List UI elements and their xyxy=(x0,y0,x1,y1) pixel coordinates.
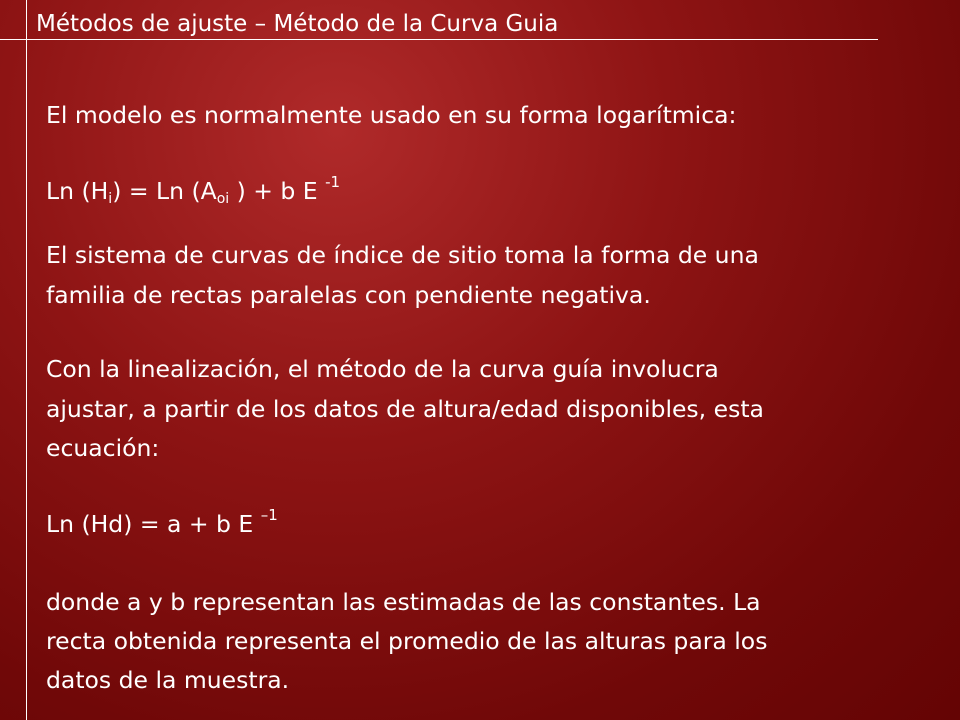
paragraph-linearization-line1: Con la linealización, el método de la curva guía involucra xyxy=(46,355,719,383)
equation-subscript: i xyxy=(108,191,113,207)
intro-text: El modelo es normalmente usado en su forma logarítmica: xyxy=(46,101,737,129)
vertical-rule xyxy=(26,0,27,720)
paragraph-constants-line3: datos de la muestra. xyxy=(46,666,290,694)
equation-superscript: -1 xyxy=(325,173,341,191)
equation-logarithmic xyxy=(46,172,340,210)
paragraph-curves-line1: El sistema de curvas de índice de sitio toma la forma de una xyxy=(46,241,759,269)
paragraph-constants-line2: recta obtenida representa el promedio de las alturas para los xyxy=(46,627,768,655)
equation-part: ) + b E xyxy=(229,177,326,205)
paragraph-linearization-line2: ajustar, a partir de los datos de altura/edad disponibles, esta xyxy=(46,395,764,423)
equation-part: Ln (H xyxy=(46,177,109,205)
paragraph-linearization-line3: ecuación: xyxy=(46,434,160,462)
equation-guide-curve xyxy=(46,505,278,543)
equation-part: ) = Ln (A xyxy=(112,177,217,205)
equation-part: Ln (Hd) = a + b E xyxy=(46,510,261,538)
equation-subscript: oi xyxy=(216,191,230,207)
slide-title: Métodos de ajuste – Método de la Curva Guia xyxy=(36,11,559,37)
title-underline xyxy=(0,39,878,40)
equation-superscript: –1 xyxy=(260,506,278,524)
paragraph-constants-line1: donde a y b representan las estimadas de las constantes. La xyxy=(46,588,761,616)
paragraph-curves-line2: familia de rectas paralelas con pendiente negativa. xyxy=(46,281,651,309)
